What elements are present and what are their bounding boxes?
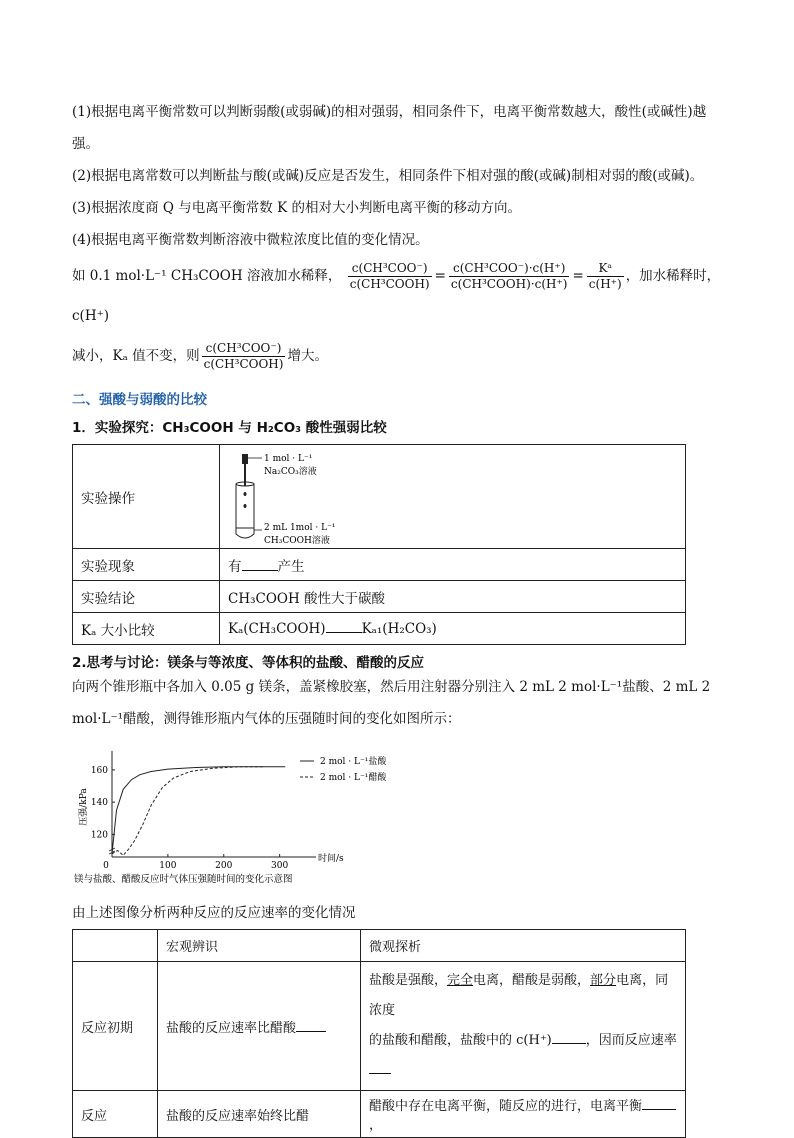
- table-row: [73, 962, 686, 1091]
- underlined-term: 部分: [590, 973, 617, 988]
- phenomenon-suffix: 产生: [277, 558, 305, 575]
- row-label-ka-compare: Kₐ 大小比较: [73, 613, 220, 645]
- early-micro-cell: [361, 962, 686, 1091]
- answer-blank[interactable]: [642, 1109, 676, 1110]
- droplet: [244, 504, 247, 508]
- experiment-table: [72, 444, 686, 645]
- y-axis-label: 压强/kPa: [79, 788, 89, 826]
- table-row: [73, 1091, 686, 1138]
- ka-left: Kₐ(CH₃COOH): [228, 620, 326, 637]
- series-line-1: [112, 767, 263, 856]
- fraction-1-numerator: c(CH³COO⁻): [348, 261, 432, 277]
- reagent-top-label-1: 1 mol · L⁻¹: [264, 453, 313, 464]
- answer-blank[interactable]: [242, 570, 278, 571]
- example-line2-prefix: 减小，Kₐ 值不变，则: [72, 348, 200, 364]
- fraction-4: [202, 341, 286, 372]
- micro-text: ，因而反应速率: [585, 1033, 677, 1048]
- underlined-term: 完全: [447, 973, 474, 988]
- pressure-time-chart: [72, 743, 722, 883]
- analysis-text: 由上述图像分析两种反应的反应速率的变化情况: [72, 905, 356, 921]
- droplet: [244, 492, 247, 496]
- table-row: [73, 613, 686, 645]
- legend-label-1: 2 mol · L⁻¹醋酸: [320, 773, 387, 783]
- reaction-micro-cell: [361, 1091, 686, 1138]
- table-row: [73, 549, 686, 581]
- example-suffix: ，加水稀释时，c(H⁺): [72, 268, 721, 324]
- example-line-2: [72, 336, 722, 376]
- fraction-4-numerator: c(CH³COO⁻): [202, 341, 286, 357]
- x-tick-label: 0: [103, 861, 109, 871]
- micro-text: 醋酸中存在电离平衡，随反应的进行，电离平衡: [369, 1099, 643, 1114]
- legend-label-0: 2 mol · L⁻¹盐酸: [320, 757, 387, 767]
- answer-blank[interactable]: [296, 1031, 326, 1032]
- fraction-4-denominator: c(CH³COOH): [203, 357, 284, 371]
- fraction-3-denominator: c(H⁺): [588, 277, 622, 291]
- micro-text: 电离，同浓度: [369, 973, 669, 1018]
- reaction-macro-cell: 盐酸的反应速率始终比醋: [158, 1091, 361, 1138]
- point-2: (2)根据电离常数可以判断盐与酸(或碱)反应是否发生，相同条件下相对强的酸(或碱)制相对弱的酸(或碱)。: [72, 168, 704, 184]
- document-page: [72, 96, 722, 1138]
- phenomenon-cell: [220, 549, 686, 581]
- header-empty: [73, 930, 158, 962]
- row-label-operation: 实验操作: [73, 445, 220, 549]
- fraction-3-numerator: Kᵃ: [587, 261, 624, 277]
- x-tick-label: 200: [215, 861, 233, 871]
- experiment-description: 向两个锥形瓶中各加入 0.05 g 镁条，盖紧橡胶塞，然后用注射器分别注入 2 mL 2 mol·L⁻¹盐酸、2 mL 2 mol·L⁻¹醋酸，测得锥形瓶内气体的压强随时间的变化如图所示：: [72, 679, 711, 727]
- reagent-bottom-label-1: 2 mL 1mol · L⁻¹: [264, 522, 336, 533]
- row-label-early: 反应初期: [73, 962, 158, 1091]
- fraction-2: [449, 261, 570, 292]
- example-line2-suffix: 增大。: [287, 348, 328, 364]
- subsection-1-heading: 1．实验探究：CH₃COOH 与 H₂CO₃ 酸性强弱比较: [72, 420, 387, 436]
- rate-analysis-table: [72, 929, 686, 1138]
- test-tube-apparatus-diagram: [228, 450, 388, 544]
- header-micro: 微观探析: [361, 930, 686, 962]
- series-line-0: [112, 767, 285, 854]
- header-macro: 宏观辨识: [158, 930, 361, 962]
- table-row: [73, 581, 686, 613]
- dropper-bulb: [242, 454, 248, 464]
- example-line: [72, 256, 722, 336]
- early-macro-cell: [158, 962, 361, 1091]
- answer-blank[interactable]: [369, 1073, 391, 1074]
- early-macro-text: 盐酸的反应速率比醋酸: [166, 1020, 297, 1036]
- x-tick-label: 300: [271, 861, 289, 871]
- pressure-chart-svg: [72, 743, 387, 885]
- subsection-2-heading: 2.思考与讨论：镁条与等浓度、等体积的盐酸、醋酸的反应: [72, 655, 425, 671]
- ka-right: Kₐ₁(H₂CO₃): [361, 620, 437, 637]
- table-row: [73, 930, 686, 962]
- row-label-phenomenon: 实验现象: [73, 549, 220, 581]
- y-tick-label: 160: [90, 765, 108, 776]
- equals-sign: =: [572, 268, 584, 284]
- reagent-bottom-label-2: CH₃COOH溶液: [264, 535, 330, 546]
- point-3: (3)根据浓度商 Q 与电离平衡常数 K 的相对大小判断电离平衡的移动方向。: [72, 200, 521, 216]
- row-label-conclusion: 实验结论: [73, 581, 220, 613]
- y-tick-label: 120: [90, 830, 108, 841]
- fraction-2-denominator: c(CH³COOH)·c(H⁺): [450, 277, 568, 291]
- micro-text: 的盐酸和醋酸，盐酸中的 c(H⁺): [369, 1033, 552, 1048]
- fraction-1: [348, 261, 432, 292]
- point-1: (1)根据电离平衡常数可以判断弱酸(或弱碱)的相对强弱，相同条件下，电离平衡常数越大，酸性(或碱性)越强。: [72, 104, 707, 152]
- fraction-3: [587, 261, 624, 292]
- y-tick-label: 140: [90, 798, 108, 809]
- fraction-2-numerator: c(CH³COO⁻)·c(H⁺): [449, 261, 570, 277]
- table-row: [73, 445, 686, 549]
- section-heading: 二、强酸与弱酸的比较: [72, 392, 207, 408]
- row-label-reaction: 反应: [73, 1091, 158, 1138]
- micro-text: 盐酸是强酸，: [369, 973, 448, 988]
- x-axis-label: 时间/s: [318, 854, 344, 864]
- phenomenon-prefix: 有: [228, 558, 242, 575]
- conclusion-cell: CH₃COOH 酸性大于碳酸: [220, 581, 686, 613]
- answer-blank[interactable]: [326, 632, 362, 633]
- ka-compare-cell: [220, 613, 686, 645]
- example-prefix: 如 0.1 mol·L⁻¹ CH₃COOH 溶液加水稀释，: [72, 268, 342, 284]
- equals-sign: =: [434, 268, 446, 284]
- x-tick-label: 100: [159, 861, 177, 871]
- micro-text: 电离，醋酸是弱酸，: [473, 973, 591, 988]
- fraction-1-denominator: c(CH³COOH): [349, 277, 430, 291]
- chart-caption: 镁与盐酸、醋酸反应时气体压强随时间的变化示意图: [74, 874, 293, 885]
- point-4: (4)根据电离平衡常数判断溶液中微粒浓度比值的变化情况。: [72, 232, 429, 248]
- answer-blank[interactable]: [552, 1043, 586, 1044]
- reagent-top-label-2: Na₂CO₃溶液: [264, 466, 317, 477]
- micro-text: ，: [369, 1118, 383, 1133]
- apparatus-cell: [220, 445, 686, 549]
